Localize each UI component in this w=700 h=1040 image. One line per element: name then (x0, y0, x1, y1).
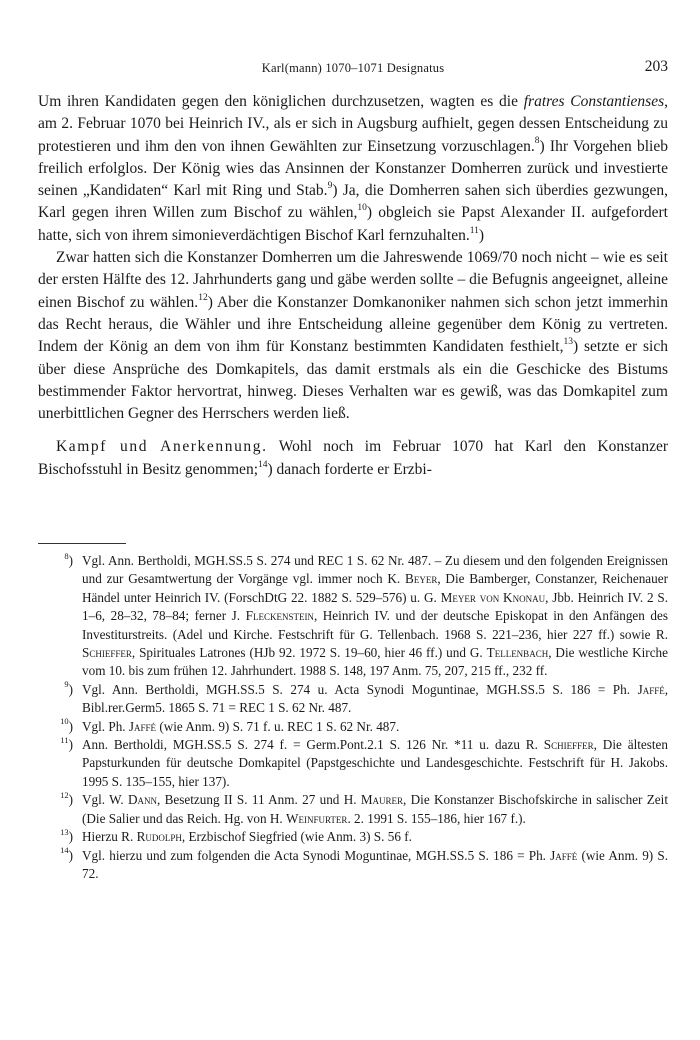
footnote-text (82, 681, 668, 718)
footnote-ref: 10 (357, 203, 367, 214)
text-run: , Jbb. Heinrich IV. 2 S. 1–6, 28–32, 78–84; ferner J. (82, 589, 668, 624)
text-run: , Die Konstanzer Bischofskirche in salischer Zeit (Die Salier und das Reich. Hg. von H. (82, 792, 668, 826)
footnote-text (82, 791, 668, 828)
text-run: , Besetzung II S. 11 Anm. 27 und H. (157, 792, 361, 808)
author-name: Jaffé (637, 681, 665, 697)
text-run: Vgl. Ann. Bertholdi, MGH.SS.5 S. 274 u. Acta Synodi Moguntinae, MGH.SS.5 S. 186 = Ph. (82, 681, 638, 697)
author-name: Maurer (360, 792, 404, 808)
author-name: Beyer (405, 571, 438, 587)
text-run: Vgl. W. (82, 792, 128, 808)
author-name: Schieffer (543, 737, 594, 753)
footnotes (38, 552, 668, 883)
footnote-mark: $^{11}$) (60, 734, 73, 753)
footnote-11 (38, 736, 668, 791)
footnote-mark: $^8$) (64, 550, 73, 568)
text-run: ) Aber die Konstanzer Domkanoniker nahmen sich schon jetzt immerhin das Recht heraus, die Wähler und ihre Entscheidung alleine gegenüber dem König zu vertreten. Indem der König an dem von ihm für Konstanz bestimmten Kandidaten festhielt, (38, 293, 668, 356)
text-run: , am 2. Februar 1070 bei Heinrich IV., als er sich in Augsburg aufhielt, gegen dessen Entscheidung zu protestieren und ihm den von ihnen Gewählten zur Einsetzung vorzuschlagen. (38, 93, 668, 155)
footnote-ref: 9 (327, 181, 333, 192)
footnote-text (82, 847, 668, 884)
author-name: Fleckenstein (245, 608, 314, 624)
text-run: Vgl. Ph. (82, 718, 129, 734)
footnote-8 (38, 552, 668, 681)
text-run: Um ihren Kandidaten gegen den königlichen durchzusetzen, wagten es die (38, 93, 524, 110)
text-run: ) setzte er sich über diese Ansprüche des Domkapitels, das damit erstmals als ein die Geschicke des Bistums bestimmender Faktor hervortrat, hinweg. Dieses Verhalten war es gewiß, was das Domkapitel zum unerbittlichen Gegner des Herrschers werden ließ. (38, 338, 668, 423)
text-run: ) Ihr Vorgehen blieb freilich erfolglos. Der König wies das Ansinnen der Konstanzer Domherren zurück und investierte seinen „Kandidaten“ Karl mit Ring und Stab. (38, 137, 668, 200)
author-name: Meyer von Knonau (440, 589, 546, 605)
section-heading: Kampf und Anerkennung. (56, 438, 268, 456)
text-run: Vgl. hierzu und zum folgenden die Acta Synodi Moguntinae, MGH.SS.5 S. 186 = Ph. (82, 847, 551, 863)
footnote-ref: 11 (469, 225, 479, 236)
text-run: ) obgleich sie Papst Alexander II. aufgefordert hatte, sich von ihrem simonieverdächtigen Bischof Karl fernzuhalten. (38, 204, 668, 244)
author-name: Rudolph (136, 829, 182, 845)
text-run: , Bibl.rer.Germ5. 1865 S. 71 = REC 1 S. 62 Nr. 487. (82, 681, 668, 716)
paragraph-1 (38, 91, 668, 247)
footnote-text (82, 736, 668, 791)
footnote-number: 13 (60, 826, 69, 837)
page-number: 203 (644, 58, 668, 75)
text-run: . 2. 1991 S. 155–186, hier 167 f.). (347, 810, 526, 826)
footnote-number: 8 (64, 550, 69, 561)
text-run: (wie Anm. 9) S. 71 f. u. REC 1 S. 62 Nr. 487. (156, 718, 400, 734)
footnote-mark: $^{14}$) (60, 845, 73, 863)
text-run: ) danach forderte er Erzbi- (267, 460, 432, 478)
page-header (38, 58, 668, 80)
running-title: Karl(mann) 1070–1071 Designatus (261, 61, 445, 75)
author-name: Jaffé (128, 718, 157, 734)
footnote-number: 12 (60, 789, 69, 800)
text-run: , Erzbischof Siegfried (wie Anm. 3) S. 56 f. (181, 829, 412, 845)
paragraph-2 (38, 247, 668, 425)
footnote-number: 9 (64, 679, 69, 690)
italic-term: fratres Constantienses (523, 93, 665, 110)
footnote-number: 14 (60, 845, 69, 856)
author-name: Schieffer (82, 645, 132, 661)
footnote-14 (38, 847, 668, 884)
footnote-mark: $^{12}$) (60, 789, 73, 808)
footnote-ref: 12 (198, 292, 208, 303)
footnote-ref: 13 (563, 337, 573, 348)
text-run: ) Ja, die Domherren sahen sich überdies gezwungen, Karl gegen ihren Willen zum Bischof zu wählen, (38, 182, 668, 222)
footnote-mark: $^{13}$) (60, 826, 73, 845)
footnote-10 (38, 718, 668, 736)
text-run: , Die Bamberger, Constanzer, Reichenauer Händel unter Heinrich IV. (ForschDtG 22. 1882 S. 529–576) u. G. (82, 571, 668, 605)
paragraph-3 (38, 436, 668, 481)
footnote-number: 11 (60, 734, 69, 745)
text-run: Hierzu R. (82, 829, 137, 845)
footnote-9 (38, 681, 668, 718)
footnote-number: 10 (60, 716, 69, 727)
author-name: Tellenbach (486, 645, 549, 661)
text-run: (wie Anm. 9) S. 72. (82, 847, 668, 881)
author-name: Jaffé (550, 847, 578, 863)
footnote-13 (38, 828, 668, 846)
text-run: Ann. Bertholdi, MGH.SS.5 S. 274 f. = Germ.Pont.2.1 S. 126 Nr. *11 u. dazu R. (82, 737, 544, 753)
text-run: ) (478, 226, 485, 244)
author-name: Weinfurter (286, 810, 348, 826)
footnote-mark: $^9$) (64, 679, 73, 697)
author-name: Dann (127, 792, 158, 808)
main-text (38, 91, 668, 481)
footnote-divider (38, 543, 126, 544)
footnote-ref: 14 (258, 459, 268, 470)
text-run: Zwar hatten sich die Konstanzer Domherren um die Jahreswende 1069/70 noch nicht – wie es seit der ersten Hälfte des 12. Jahrhunderts gang und gäbe werden sollte – die Befugnis angeeignet, alleine einen Bischof zu wählen. (38, 249, 668, 311)
text-run: Vgl. Ann. Bertholdi, MGH.SS.5 S. 274 und REC 1 S. 62 Nr. 487. – Zu diesem und den folgenden Ereignissen und zur Gesamtwertung der Vorgänge vgl. immer noch K. (82, 553, 668, 587)
footnote-text (82, 828, 668, 846)
footnote-text (82, 718, 668, 736)
text-run: , Die westliche Kirche vom 10. bis zum frühen 12. Jahrhundert. 1988 S. 148, 197 Anm. 75, 207, 215 ff., 232 ff. (82, 645, 668, 679)
text-run: , Spirituales Latrones (HJb 92. 1972 S. 19–60, hier 46 ff.) und G. (131, 645, 487, 661)
text-run: Wohl noch im Februar 1070 hat Karl den Konstanzer Bischofsstuhl in Besitz genommen; (38, 438, 668, 478)
footnote-mark: $^{10}$) (60, 716, 73, 734)
text-run: , Die ältesten Papsturkunden für deutsche Domkapitel (Papstgeschichte und Landesgeschichte. Festschrift für H. Jakobs. 1995 S. 135–155, hier 137). (82, 737, 668, 789)
footnote-12 (38, 791, 668, 828)
footnote-text (82, 552, 668, 681)
text-run: , Heinrich IV. und der deutsche Episkopat in den Anfängen des Investiturstreits. (Adel und Kirche. Festschrift für G. Tellenbach. 1968 S. 221–236, hier 227 ff.) sowie R. (82, 608, 668, 642)
footnote-ref: 8 (534, 136, 540, 147)
